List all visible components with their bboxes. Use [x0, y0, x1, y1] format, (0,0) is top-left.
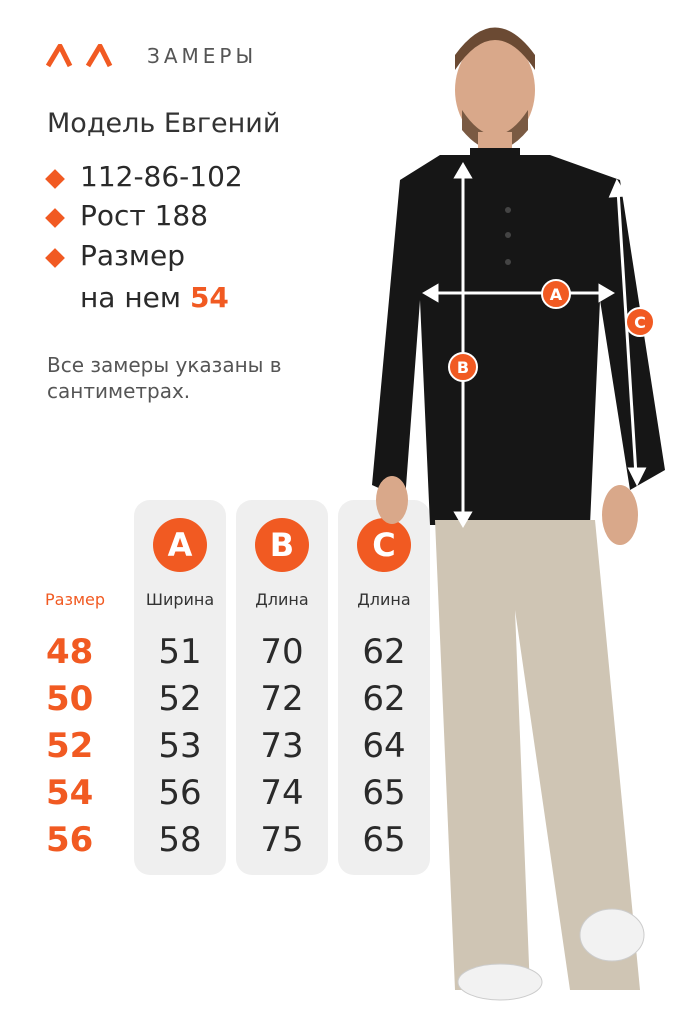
size-value: 54 [46, 773, 94, 813]
size-value: 48 [46, 632, 94, 672]
model-size-on [80, 281, 229, 314]
svg-text:A: A [549, 285, 563, 304]
badge-c: C [357, 518, 411, 572]
column-label: Длина [255, 590, 309, 609]
marker-b [449, 353, 477, 381]
marker-c [626, 308, 654, 336]
measurement-note: Все замеры указаны в сантиметрах. [47, 353, 282, 403]
table-cell: 70 [260, 632, 304, 672]
model-photo [360, 0, 678, 1024]
table-cell: 56 [158, 773, 202, 813]
model-shirt [372, 155, 665, 525]
svg-text:C: C [634, 313, 646, 332]
bullet-icon [45, 208, 65, 228]
table-cell: 72 [260, 679, 304, 719]
size-column-header: Размер [45, 590, 106, 609]
badge-b: B [255, 518, 309, 572]
table-cell: 52 [158, 679, 202, 719]
table-cell: 65 [362, 773, 406, 813]
table-cell: 64 [362, 726, 406, 766]
measure-column-a [134, 500, 226, 875]
model-params: 112-86-102 [80, 160, 243, 193]
svg-text:B: B [456, 358, 470, 377]
column-label: Ширина [145, 590, 215, 609]
marker-a [542, 280, 570, 308]
size-on-label: на нем [80, 281, 182, 314]
size-value: 50 [46, 679, 94, 719]
measure-column-b [236, 500, 328, 875]
table-cell: 62 [362, 679, 406, 719]
table-cell: 62 [362, 632, 406, 672]
table-cell: 73 [260, 726, 304, 766]
header-title: ЗАМЕРЫ [147, 44, 258, 68]
model-height: Рост 188 [80, 199, 209, 232]
table-cell: 58 [158, 820, 202, 860]
model-size-label: Размер [80, 239, 186, 272]
size-on-value: 54 [189, 281, 229, 314]
table-cell: 53 [158, 726, 202, 766]
column-label: Длина [357, 590, 411, 609]
badge-a: A [153, 518, 207, 572]
table-cell: 65 [362, 820, 406, 860]
bullet-icon [45, 169, 65, 189]
brand-logo-icon [46, 44, 116, 68]
table-cell: 51 [158, 632, 202, 672]
size-value: 52 [46, 726, 94, 766]
size-value: 56 [46, 820, 94, 860]
table-cell: 75 [260, 820, 304, 860]
bullet-icon [45, 248, 65, 268]
model-name: Модель Евгений [47, 108, 281, 139]
table-cell: 74 [260, 773, 304, 813]
